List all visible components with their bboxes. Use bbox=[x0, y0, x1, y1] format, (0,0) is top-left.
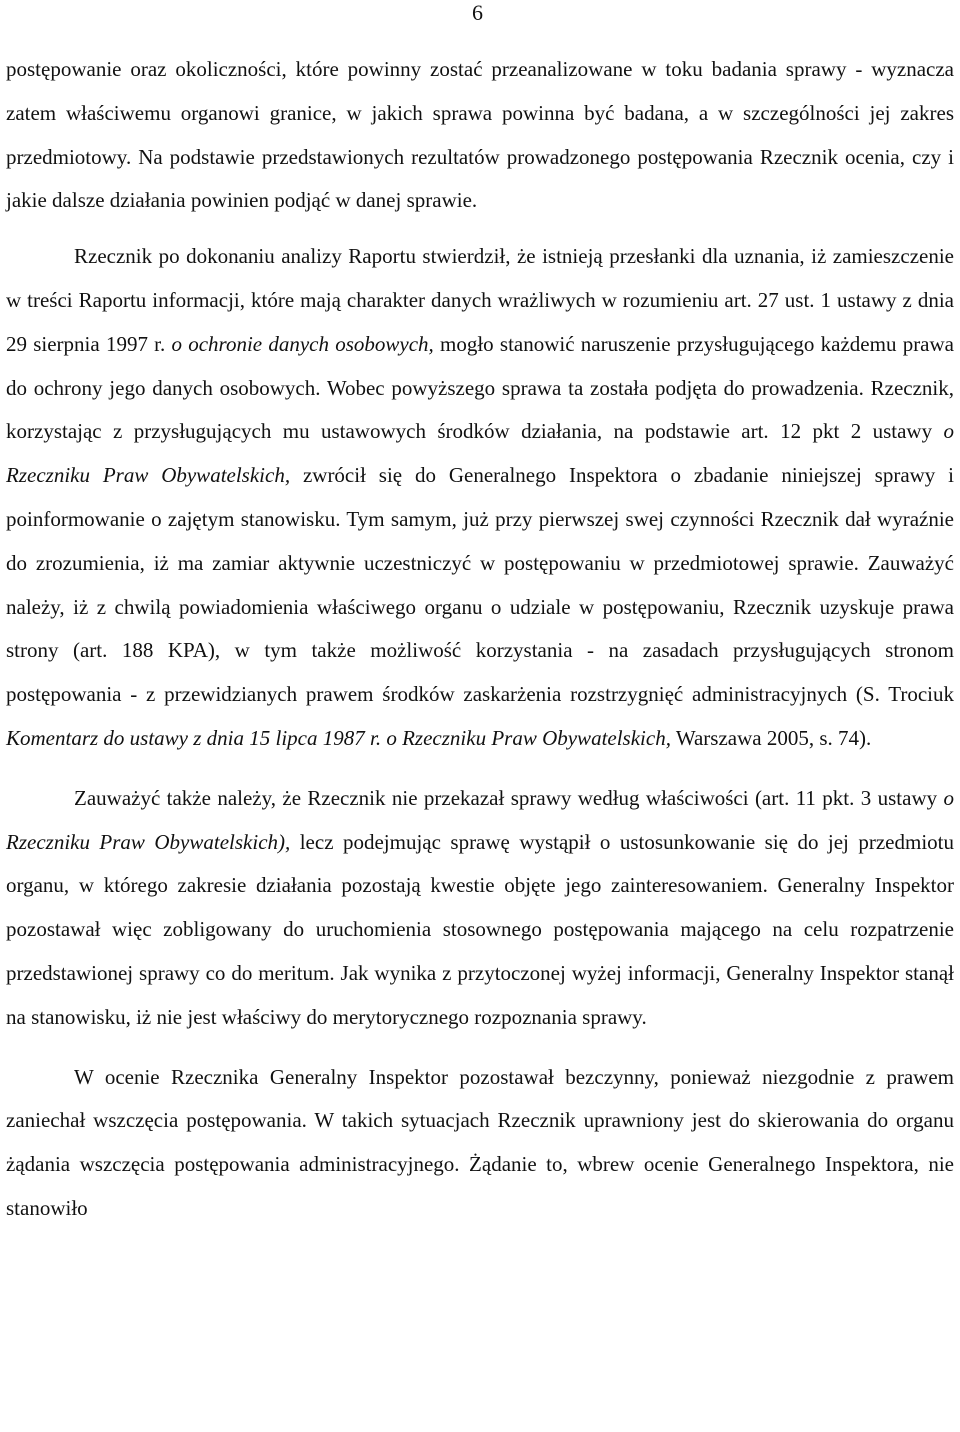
text-run: zwrócił się do Generalnego Inspektora o zbadanie niniejszej sprawy i poinformowanie o zajętym stanowisku. Tym samym, już przy pierwszej swej czynności Rzecznik dał wyraźnie do zrozumienia, iż ma zamiar aktywnie uczestniczyć w postępowaniu w przedmiotowej sprawie. Zauważyć należy, iż z chwilą powiadomienia właściwego organu o udziale w postępowaniu, Rzecznik uzyskuje prawa strony (art. 188 KPA), w tym także możliwość korzystania - na zasadach przysługujących stronom postępowania - z przewidzianych prawem środków zaskarżenia rozstrzygnięć administracyjnych (S. Trociuk bbox=[6, 463, 954, 707]
paragraph bbox=[6, 48, 954, 223]
text-run: lecz podejmując sprawę wystąpił o ustosunkowanie się do jej przedmiotu organu, w którego zakresie działania pozostają kwestie objęte jego zainteresowaniem. Generalny Inspektor pozostawał więc zobligowany do uruchomienia stosownego postępowania mającego na celu rozpatrzenie przedstawionej sprawy co do meritum. Jak wynika z przytoczonej wyżej informacji, Generalny Inspektor stanął na stanowisku, iż nie jest właściwy do merytorycznego rozpoznania sprawy. bbox=[6, 829, 954, 1029]
paragraph bbox=[6, 235, 954, 761]
paragraph bbox=[6, 777, 954, 1040]
page-number: 6 bbox=[472, 0, 483, 25]
text-run: W ocenie Rzecznika Generalny Inspektor pozostawał bezczynny, ponieważ niezgodnie z prawem zaniechał wszczęcia postępowania. W takich sytuacjach Rzecznik uprawniony jest do skierowania do organu żądania wszczęcia postępowania administracyjnego. Żądanie to, wbrew ocenie Generalnego Inspektora, nie stanowiło bbox=[6, 1064, 954, 1220]
text-run-italic: Komentarz do ustawy z dnia 15 lipca 1987 r. o Rzeczniku Praw Obywatelskich, bbox=[6, 725, 671, 750]
paragraph bbox=[6, 1056, 954, 1231]
text-run-italic: o ochronie danych osobowych, bbox=[171, 331, 434, 356]
text-run-italic: o Rzeczniku Praw Obywatelskich, bbox=[6, 419, 954, 488]
text-run: postępowanie oraz okoliczności, które powinny zostać przeanalizowane w toku badania sprawy - wyznacza zatem właściwemu organowi granice, w jakich sprawa powinna być badana, a w szczególności jej zakres przedmiotowy. Na podstawie przedstawionych rezultatów prowadzonego postępowania Rzecznik ocenia, czy i jakie dalsze działania powinien podjąć w danej sprawie. bbox=[6, 57, 954, 213]
text-run: Warszawa 2005, s. 74). bbox=[670, 725, 872, 750]
text-run-italic: o Rzeczniku Praw Obywatelskich), bbox=[6, 785, 954, 854]
text-run: mogło stanowić naruszenie przysługującego każdemu prawa do ochrony jego danych osobowych. Wobec powyższego sprawa ta została podjęta do prowadzenia. Rzecznik, korzystając z przysługujących mu ustawowych środków działania, na podstawie art. 12 pkt 2 ustawy bbox=[6, 331, 954, 444]
text-run: Zauważyć także należy, że Rzecznik nie przekazał sprawy według właściwości (art. 11 pkt. 3 ustawy bbox=[74, 785, 944, 810]
document-body bbox=[6, 48, 954, 1231]
text-run: Rzecznik po dokonaniu analizy Raportu stwierdził, że istnieją przesłanki dla uznania, iż zamieszczenie w treści Raportu informacji, które mają charakter danych wrażliwych w rozumieniu art. 27 ust. 1 ustawy z dnia 29 sierpnia 1997 r. bbox=[6, 244, 954, 356]
